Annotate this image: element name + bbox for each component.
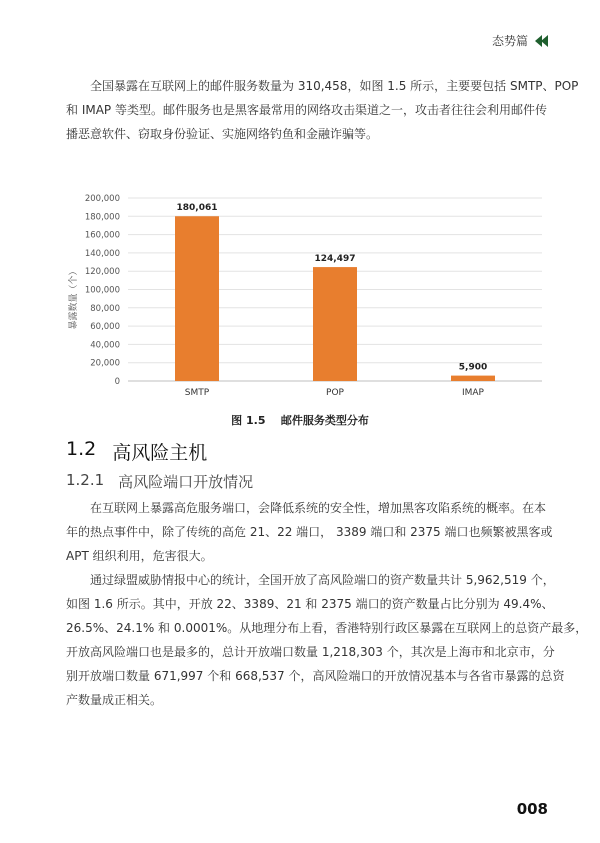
- paragraph-mail-services: [66, 74, 579, 146]
- section-heading: [66, 438, 207, 465]
- y-tick-label: 180,000: [84, 212, 120, 223]
- paragraph-line: 播恶意软件、窃取身份验证、实施网络钓鱼和金融诈骗等。: [66, 127, 379, 141]
- bar-chart-mail-services: [60, 188, 550, 410]
- figure-caption-text: 邮件服务类型分布: [280, 414, 369, 427]
- subsection-title: 高风险端口开放情况: [118, 473, 254, 491]
- y-tick-label: 20,000: [90, 358, 120, 369]
- bar-imap: [451, 376, 495, 381]
- paragraph-line: 如图 1.6 所示。其中，开放 22、3389、21 和 2375 端口的资产数量占比分别为 49.4%、: [66, 597, 554, 611]
- y-tick-label: 80,000: [90, 303, 120, 314]
- y-tick-label: 160,000: [84, 230, 120, 241]
- figure-caption-label: 图 1.5: [231, 414, 266, 427]
- data-label: 124,497: [314, 254, 356, 265]
- bar-smtp: [175, 216, 219, 381]
- paragraph-line: 产数量成正相关。: [66, 693, 163, 707]
- paragraph-line: 26.5%、24.1% 和 0.0001%。从地理分布上看，香港特别行政区暴露在互联网上的总资产最多，: [66, 621, 588, 635]
- y-tick-label: 140,000: [84, 248, 120, 259]
- x-tick-label: POP: [326, 388, 344, 398]
- data-label: 5,900: [458, 362, 488, 373]
- y-tick-label: 100,000: [84, 285, 120, 296]
- figure-caption: [0, 412, 600, 428]
- paragraph-line: 别开放端口数量 671,997 个和 668,537 个，高风险端口的开放情况基本与各省市暴露的总资: [66, 669, 565, 683]
- y-tick-label: 40,000: [90, 340, 120, 351]
- y-tick-label: 120,000: [84, 267, 120, 278]
- x-tick-label: SMTP: [184, 388, 210, 398]
- section-number: 1.2: [66, 438, 97, 460]
- y-axis-label: 暴露数量（个）: [69, 266, 79, 330]
- x-tick-label: IMAP: [461, 388, 485, 398]
- data-label: 180,061: [176, 203, 218, 214]
- y-tick-label: 200,000: [84, 194, 120, 204]
- subsection-number: 1.2.1: [66, 471, 105, 489]
- y-tick-label: 0: [114, 377, 120, 387]
- paragraph-port-statistics: [66, 568, 588, 712]
- section-title: 高风险主机: [112, 442, 208, 464]
- paragraph-line: 年的热点事件中，除了传统的高危 21、22 端口， 3389 端口和 2375 端口也频繁被黑客或: [66, 525, 553, 539]
- paragraph-line: 通过绿盟威胁情报中心的统计，全国开放了高风险端口的资产数量共计 5,962,519 个，: [90, 573, 555, 587]
- paragraph-line: APT 组织利用，危害很大。: [66, 549, 213, 563]
- paragraph-high-risk-ports: [66, 496, 553, 568]
- subsection-heading: [66, 471, 253, 492]
- double-chevron-left-icon: [536, 35, 548, 47]
- paragraph-line: 开放高风险端口也是最多的，总计开放端口数量 1,218,303 个，其次是上海市和北京市，分: [66, 645, 555, 659]
- paragraph-line: 全国暴露在互联网上的邮件服务数量为 310,458，如图 1.5 所示，主要要包括 SMTP、POP: [90, 79, 579, 93]
- bar-pop: [313, 267, 357, 381]
- paragraph-line: 在互联网上暴露高危服务端口，会降低系统的安全性，增加黑客攻陷系统的概率。在本: [90, 501, 547, 515]
- y-tick-label: 60,000: [90, 322, 120, 333]
- paragraph-line: 和 IMAP 等类型。邮件服务也是黑客最常用的网络攻击渠道之一，攻击者往往会利用邮件传: [66, 103, 547, 117]
- page-header: [492, 32, 548, 49]
- header-section-title: 态势篇: [491, 34, 528, 48]
- page-number: 008: [516, 800, 548, 818]
